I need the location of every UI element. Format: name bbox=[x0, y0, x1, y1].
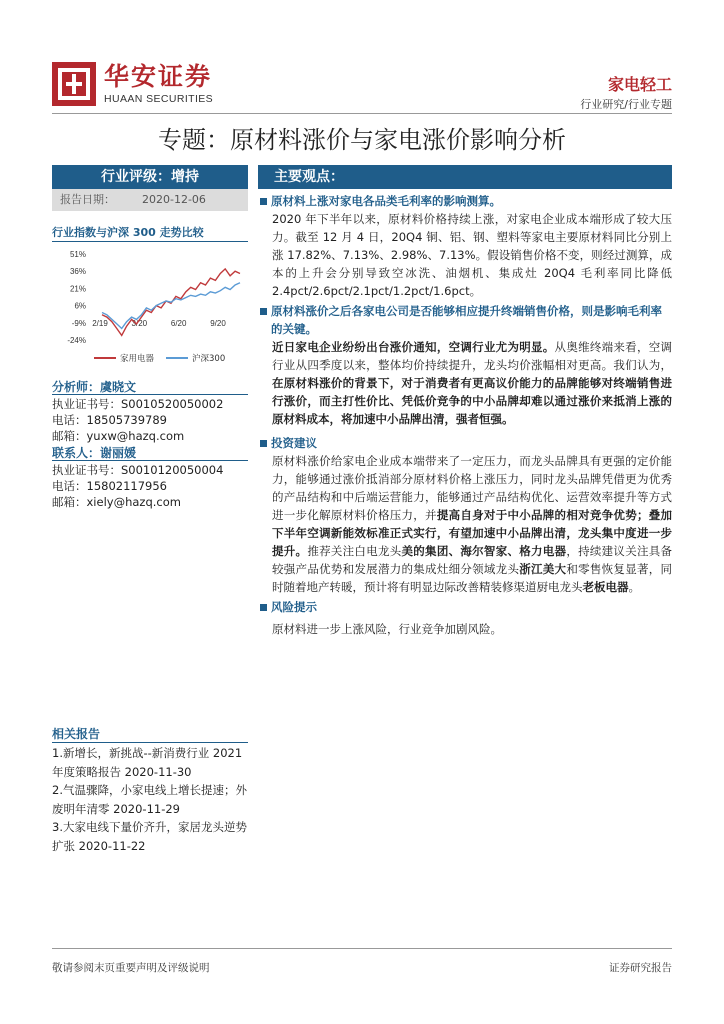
para3-text-5: 。 bbox=[628, 580, 640, 594]
para3-bold-2: 美的集团、海尔智家、格力电器 bbox=[401, 544, 567, 558]
x-tick-label: 6/20 bbox=[170, 318, 187, 328]
para3-text-3: ，持续建议关注具备较强产品优势和发展潜力的集成灶细分领域龙头 bbox=[272, 544, 673, 576]
point-heading-4: 风险提示 bbox=[258, 598, 672, 616]
logo-mark-icon bbox=[52, 62, 96, 106]
para3-text-1: 原材料涨价给家电企业成本端带来了一定压力，而龙头品牌具有更强的定价能力，能够通过涨价抵消部分原材料价格上涨压力，同时龙头品牌凭借更为优秀的产品结构和中后端运营能力，能够通过产品结构优化、运营效率提升等方式进一步化解原材料价格压力，并 bbox=[272, 454, 672, 522]
para3-bold-4: 老板电器 bbox=[582, 580, 629, 594]
point-paragraph-3 bbox=[258, 452, 672, 596]
point-paragraph-2 bbox=[258, 338, 672, 428]
report-date bbox=[52, 189, 248, 211]
contact-phone: 电话：15802117956 bbox=[52, 479, 167, 493]
x-tick-label: 3/20 bbox=[131, 318, 148, 328]
x-tick-label: 9/20 bbox=[210, 318, 226, 328]
report-title: 专题：原材料涨价与家电涨价影响分析 bbox=[158, 126, 566, 154]
y-tick-label: 36% bbox=[69, 267, 86, 277]
related-report-item[interactable]: 1.新增长，新挑战--新消费行业 2021 年度策略报告 2020-11-30 bbox=[52, 746, 243, 779]
contact-email: 邮箱：xiely@hazq.com bbox=[52, 495, 181, 509]
brand-name-cn: 华安证券 bbox=[104, 62, 213, 91]
para2-text-1: 从奥维终端来看，空调行业从四季度以来，整体均价持续提升，龙头均价涨幅相对更高。我们认为， bbox=[272, 340, 673, 372]
contact-name: 谢丽媛 bbox=[100, 446, 137, 460]
analyst-license: 执业证书号：S0010520050002 bbox=[52, 397, 224, 411]
related-reports-title: 相关报告 bbox=[52, 727, 101, 741]
main-points-header: 主要观点： bbox=[258, 165, 672, 189]
related-report-item[interactable]: 3.大家电线下量价齐升，家居龙头逆势扩张 2020-11-22 bbox=[52, 820, 247, 853]
industry-rating: 行业评级：增持 bbox=[52, 165, 248, 189]
para2-bold-2: 在原材料涨价的背景下，对于消费者有更高议价能力的品牌能够对终端销售进行涨价，而主打性价比、凭低价竞争的中小品牌却难以通过涨价来抵消上涨的原材料成本，将加速中小品牌出清，强者恒强。 bbox=[272, 376, 672, 426]
footer-disclaimer: 敬请参阅末页重要声明及评级说明 bbox=[52, 962, 210, 974]
point-paragraph-1: 2020 年下半年以来，原材料价格持续上涨，对家电企业成本端形成了较大压力。截至 12 月 4 日，20Q4 铜、铝、钢、塑料等家电主要原材料同比分别上涨 17.82%、7.13%、2.98%、7.13%。假设销售价格不变，则经过测算，成本的上升会分别导致空冰洗、油烟机、集成灶 20Q4 毛利率同比降低 2.4pct/2.6pct/2.1pct/1.2pct/1.6pct。 bbox=[272, 212, 672, 298]
para3-text-2: 推荐关注白电龙头 bbox=[307, 544, 402, 558]
header-divider bbox=[52, 113, 672, 114]
analyst-info bbox=[52, 396, 223, 444]
point-heading-2: 原材料涨价之后各家电公司是否能够相应提升终端销售价格，则是影响毛利率的关键。 bbox=[258, 302, 672, 338]
analyst-email: 邮箱：yuxw@hazq.com bbox=[52, 429, 185, 443]
analyst-divider bbox=[52, 394, 248, 395]
contact-label: 联系人： bbox=[52, 446, 101, 460]
para3-text-4: 和零售恢复显著，同时随着地产转暖，预计将有明显边际改善精装修渠道厨电龙头 bbox=[272, 562, 673, 594]
contact-info bbox=[52, 462, 223, 510]
related-reports-list bbox=[52, 744, 252, 855]
legend-label: 家用电器 bbox=[120, 354, 155, 364]
chart-title-divider bbox=[52, 241, 248, 242]
index-comparison-chart bbox=[52, 248, 248, 368]
y-tick-label: 21% bbox=[69, 284, 86, 294]
y-tick-label: -24% bbox=[67, 336, 86, 345]
point-heading-3: 投资建议 bbox=[258, 434, 672, 452]
analyst-phone: 电话：18505739789 bbox=[52, 413, 167, 427]
analyst-label: 分析师： bbox=[52, 380, 101, 394]
point-paragraph-4: 原材料进一步上涨风险，行业竞争加剧风险。 bbox=[272, 622, 502, 636]
brand-logo bbox=[52, 62, 213, 106]
contact-section bbox=[52, 444, 136, 461]
x-tick-label: 2/19 bbox=[92, 318, 108, 328]
brand-name-en: HUAAN SECURITIES bbox=[104, 93, 214, 105]
main-points-content bbox=[258, 190, 672, 638]
analyst-section bbox=[52, 378, 136, 395]
y-tick-label: -9% bbox=[71, 318, 86, 328]
report-date-value: 2020-12-06 bbox=[142, 193, 206, 206]
para2-bold-1: 近日家电企业纷纷出台涨价通知，空调行业尤为明显。 bbox=[272, 340, 555, 354]
related-report-item[interactable]: 2.气温骤降，小家电线上增长提速；外废明年清零 2020-11-29 bbox=[52, 783, 247, 816]
y-tick-label: 6% bbox=[74, 301, 86, 311]
footer-divider bbox=[52, 948, 672, 949]
legend-label: 沪深300 bbox=[192, 354, 226, 364]
chart-title: 行业指数与沪深 300 走势比较 bbox=[52, 226, 204, 239]
contact-license: 执业证书号：S0010120050004 bbox=[52, 463, 224, 477]
contact-divider bbox=[52, 460, 248, 461]
report-type: 行业研究/行业专题 bbox=[580, 98, 672, 111]
report-date-label: 报告日期： bbox=[60, 193, 115, 206]
footer-doc-type: 证券研究报告 bbox=[609, 962, 672, 974]
y-tick-label: 51% bbox=[69, 250, 86, 259]
para3-bold-1: 提高自身对于中小品牌的相对竞争优势；叠加下半年空调新能效标准正式实行，有望加速中小品牌出清，龙头集中度进一步提升。 bbox=[272, 508, 673, 558]
related-reports-divider bbox=[52, 742, 248, 743]
industry-label: 家电轻工 bbox=[607, 75, 672, 94]
analyst-name: 虞晓文 bbox=[100, 380, 137, 394]
point-heading-1: 原材料上涨对家电各品类毛利率的影响测算。 bbox=[258, 192, 672, 210]
para3-bold-3: 浙江美大 bbox=[519, 562, 567, 576]
